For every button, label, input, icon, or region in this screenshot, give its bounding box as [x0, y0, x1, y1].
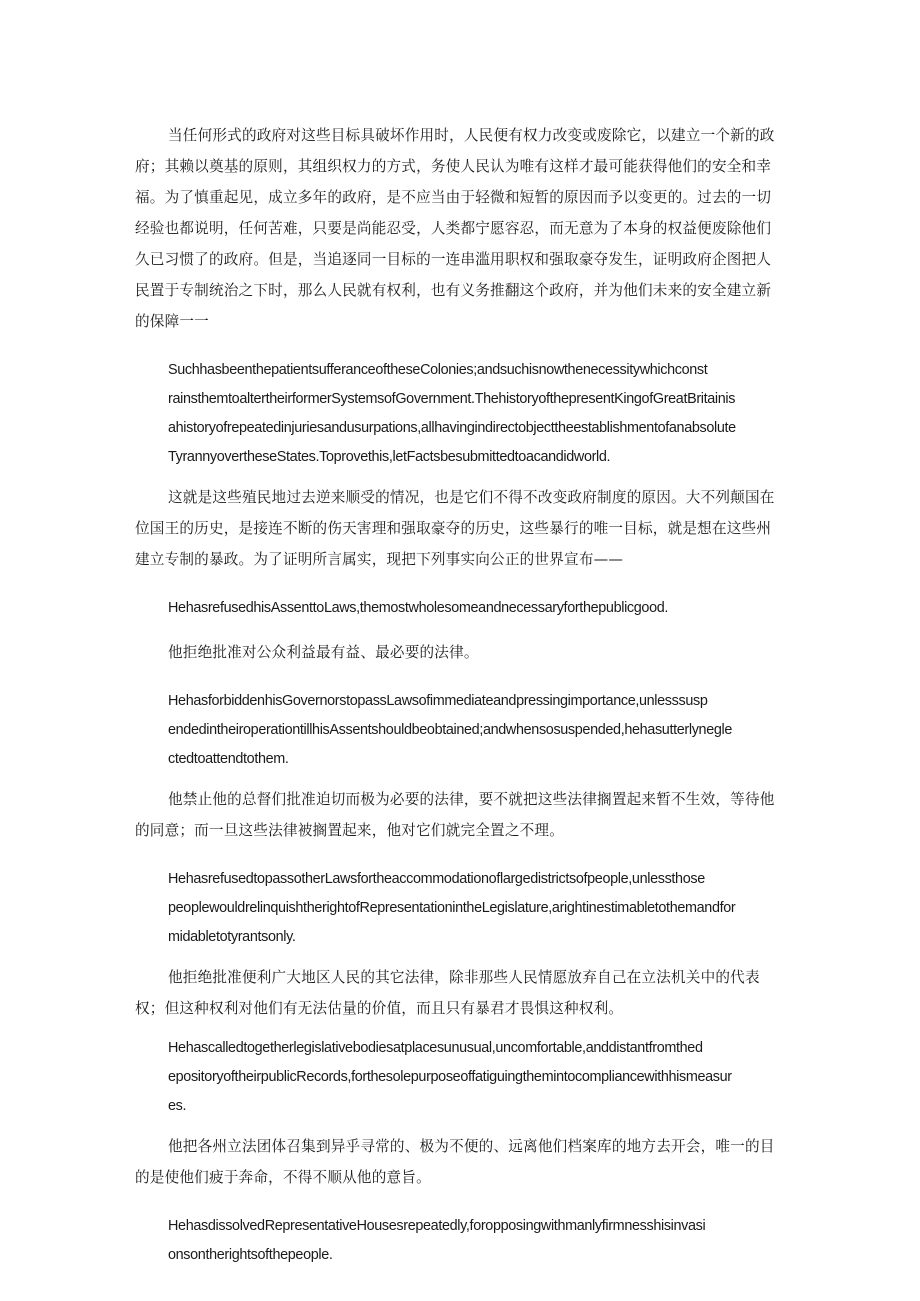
text-line: Hehascalledtogetherlegislativebodiesatplacesunusual,uncomfortable,anddistantfromthed [168, 1040, 703, 1056]
text-line: HehasrefusedtopassotherLawsfortheaccommodationoflargedistrictsofpeople,unlessthose [168, 871, 705, 887]
text-line: rainsthemtoaltertheirformerSystemsofGovernment.ThehistoryofthepresentKingofGreatBritainis [168, 391, 736, 407]
document-page [135, 120, 785, 1270]
paragraph-en-3 [135, 687, 785, 774]
text-line: SuchhasbeenthepatientsufferanceoftheseColonies;andsuchisnowthenecessitywhichconst [168, 362, 708, 378]
text-line: HehasrefusedhisAssenttoLaws,themostwholesomeandnecessaryforthepublicgood. [168, 600, 669, 616]
paragraph-zh-6: 他把各州立法团体召集到异乎寻常的、极为不便的、远离他们档案库的地方去开会，唯一的目的是使他们疲于奔命，不得不顺从他的意旨。 [135, 1138, 775, 1186]
text-line: HehasdissolvedRepresentativeHousesrepeatedly,foropposingwithmanlyfirmnesshisinvasi [168, 1218, 706, 1234]
paragraph-en-6 [135, 1212, 785, 1270]
paragraph-en-2 [135, 594, 785, 623]
text-line: endedintheiroperationtillhisAssentshouldbeobtained;andwhensosuspended,hehasutterlynegle [168, 722, 733, 738]
text-line: epositoryoftheirpublicRecords,forthesolepurposeoffatiguingthemintocompliancewithhismeasur [168, 1069, 732, 1085]
text-line: HehasforbiddenhisGovernorstopassLawsofimmediateandpressingimportance,unlesssusp [168, 693, 708, 709]
paragraph-zh-2: 这就是这些殖民地过去逆来顺受的情况，也是它们不得不改变政府制度的原因。大不列颠国在位国王的历史，是接连不断的伤天害理和强取豪夺的历史，这些暴行的唯一目标，就是想在这些州建立专制的暴政。为了证明所言属实，现把下列事实向公正的世界宣布—— [135, 489, 775, 568]
paragraph-en-4 [135, 865, 785, 952]
paragraph-zh-3: 他拒绝批准对公众利益最有益、最必要的法律。 [168, 644, 479, 661]
paragraph-zh-4: 他禁止他的总督们批准迫切而极为必要的法律，要不就把这些法律搁置起来暂不生效，等待他的同意；而一旦这些法律被搁置起来，他对它们就完全置之不理。 [135, 791, 775, 839]
text-line: onsontherightsofthepeople. [168, 1247, 333, 1263]
text-line: ctedtoattendtothem. [168, 751, 289, 767]
text-line: es. [168, 1098, 187, 1114]
paragraph-en-5 [135, 1034, 785, 1121]
paragraph-zh-1: 当任何形式的政府对这些目标具破坏作用时，人民便有权力改变或废除它，以建立一个新的政府；其赖以奠基的原则，其组织权力的方式，务使人民认为唯有这样才最可能获得他们的安全和幸福。为了慎重起见，成立多年的政府，是不应当由于轻微和短暂的原因而予以变更的。过去的一切经验也都说明，任何苦难，只要是尚能忍受，人类都宁愿容忍，而无意为了本身的权益便废除他们久已习惯了的政府。但是，当追逐同一目标的一连串滥用职权和强取豪夺发生，证明政府企图把人民置于专制统治之下时，那么人民就有权利，也有义务推翻这个政府，并为他们未来的安全建立新的保障一一 [135, 127, 775, 330]
paragraph-en-1 [135, 356, 785, 472]
text-line: peoplewouldrelinquishtherightofRepresentationintheLegislature,arightinestimabletothemandfor [168, 900, 736, 916]
text-line: midabletotyrantsonly. [168, 929, 296, 945]
paragraph-zh-5: 他拒绝批准便利广大地区人民的其它法律，除非那些人民情愿放弃自己在立法机关中的代表权；但这种权利对他们有无法估量的价值，而且只有暴君才畏惧这种权利。 [135, 969, 760, 1017]
text-line: TyrannyovertheseStates.Toprovethis,letFactsbesubmittedtoacandidworld. [168, 449, 611, 465]
text-line: ahistoryofrepeatedinjuriesandusurpations,allhavingindirectobjecttheestablishmentofanabsolute [168, 420, 736, 436]
